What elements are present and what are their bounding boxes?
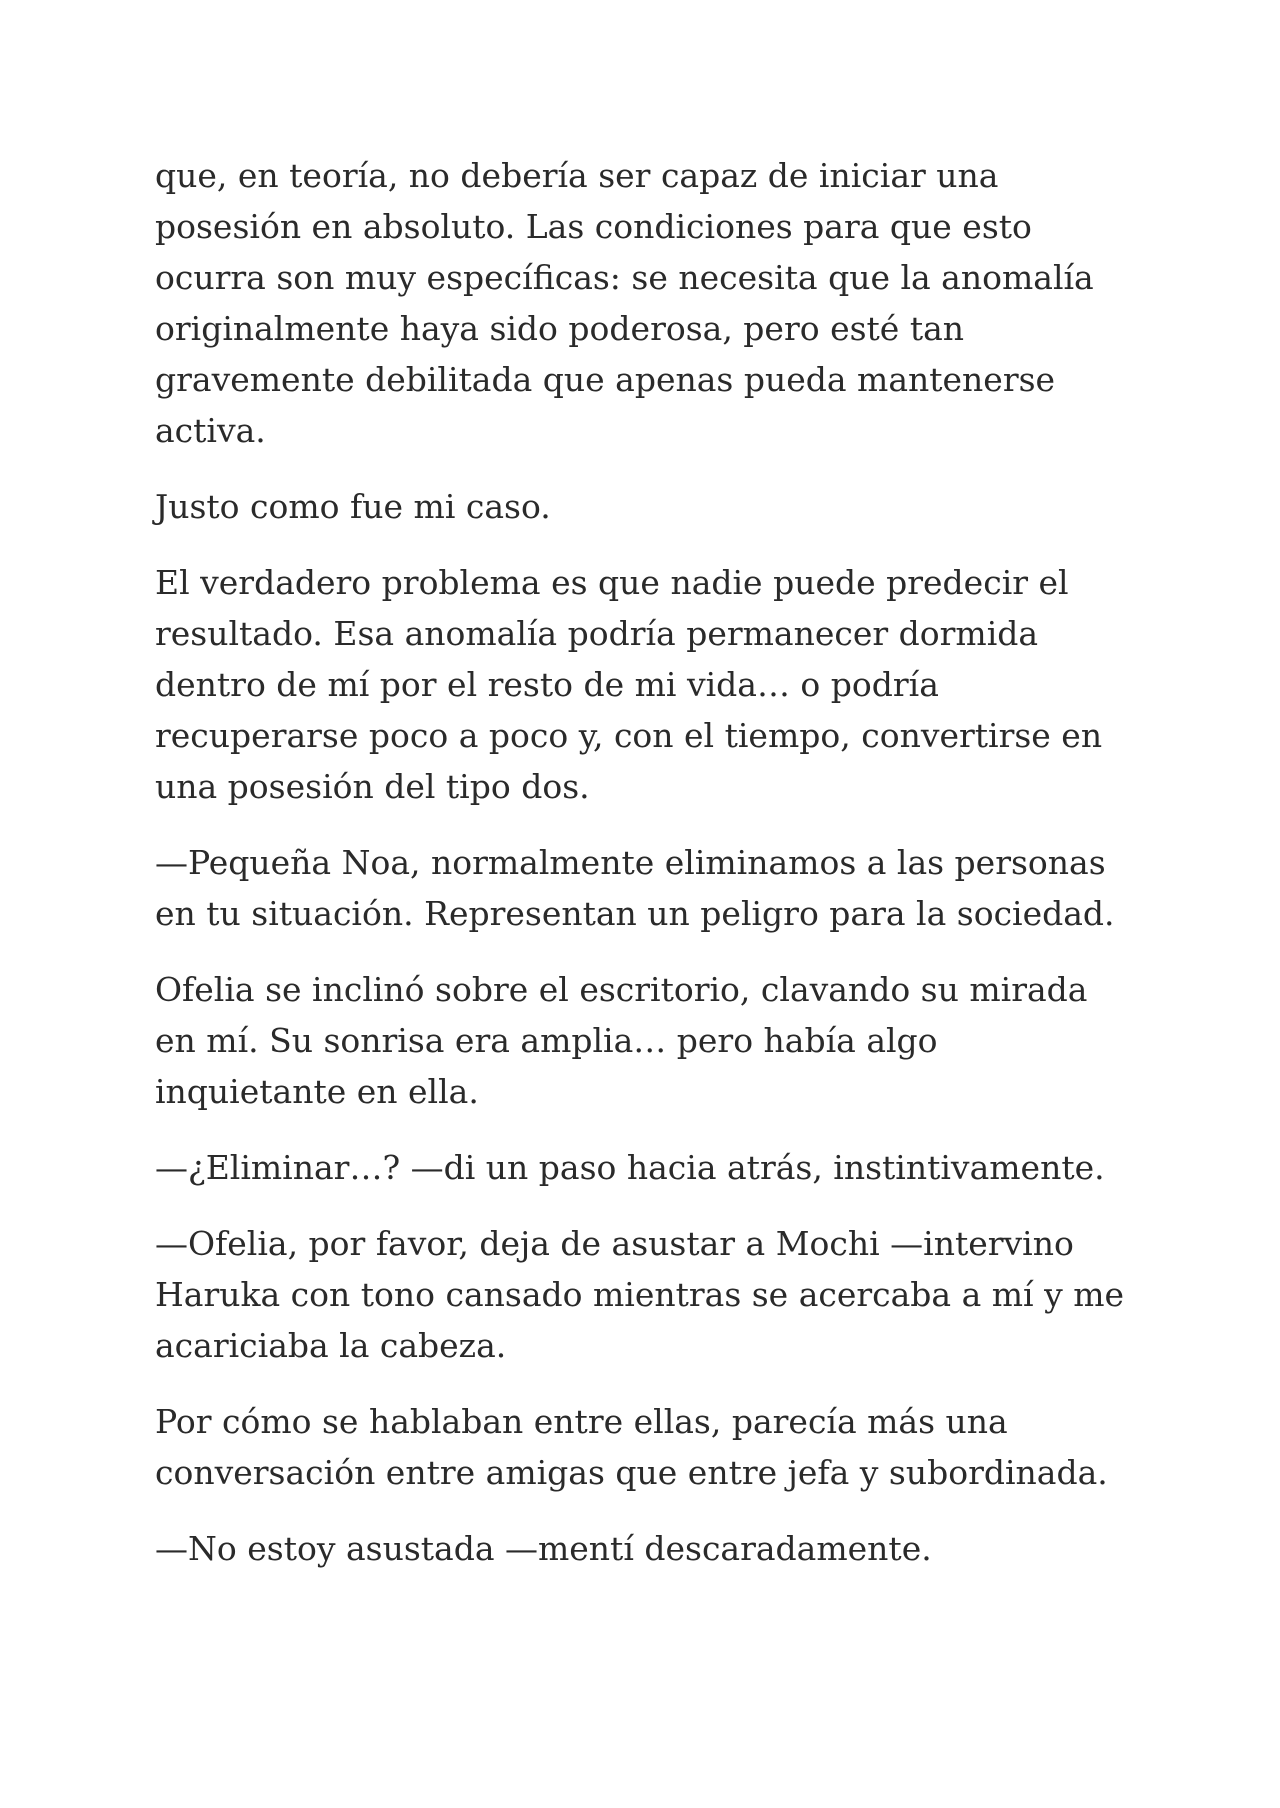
paragraph: Por cómo se hablaban entre ellas, parecía más una conversación entre amigas que entre jefa y subordinada. [155,1402,1108,1492]
paragraph: —No estoy asustada —mentí descaradamente. [155,1529,932,1568]
paragraph: —Ofelia, por favor, deja de asustar a Mochi —intervino Haruka con tono cansado mientras se acercaba a mí y me acariciaba la cabeza. [155,1224,1125,1365]
paragraph: El verdadero problema es que nadie puede predecir el resultado. Esa anomalía podría permanecer dormida dentro de mí por el resto de mi vida… o podría recuperarse poco a poco y, con el tiempo, convertirse en una posesión del tipo dos. [155,563,1103,806]
paragraph: —Pequeña Noa, normalmente eliminamos a las personas en tu situación. Representan un peligro para la sociedad. [155,843,1115,933]
document-body [155,150,1125,1574]
paragraph: Ofelia se inclinó sobre el escritorio, clavando su mirada en mí. Su sonrisa era amplia… pero había algo inquietante en ella. [155,970,1088,1111]
paragraph: Justo como fue mi caso. [155,487,551,526]
paragraph: que, en teoría, no debería ser capaz de iniciar una posesión en absoluto. Las condiciones para que esto ocurra son muy específicas: se necesita que la anomalía originalmente haya sido poderosa, pero esté tan gravemente debilitada que apenas pueda mantenerse activa. [155,156,1094,450]
paragraph: —¿Eliminar…? —di un paso hacia atrás, instintivamente. [155,1148,1105,1187]
